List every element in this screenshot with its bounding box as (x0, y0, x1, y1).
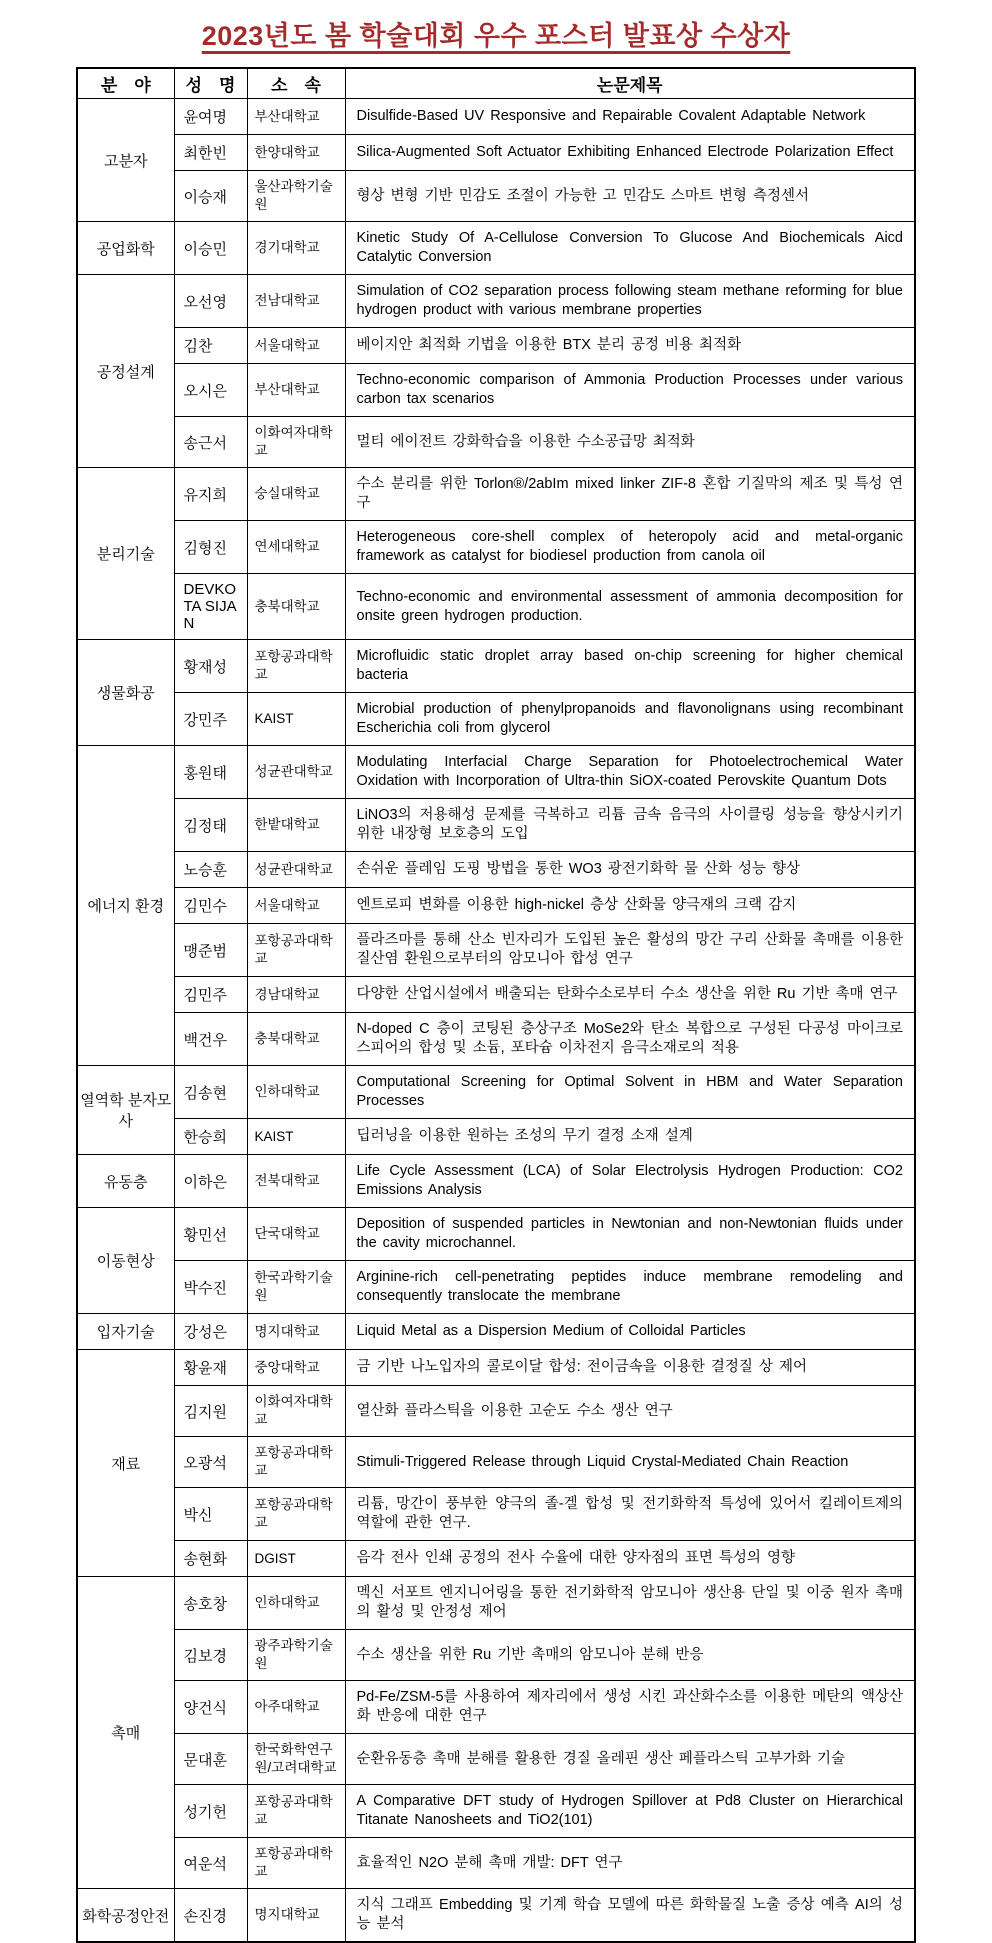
table-row (77, 799, 915, 852)
title-cell: Kinetic Study Of A-Cellulose Conversion To Glucose And Biochemicals Aicd Catalytic Conversion (345, 222, 915, 275)
title-cell: 엔트로피 변화를 이용한 high-nickel 층상 산화물 양극재의 크랙 감지 (345, 888, 915, 924)
header-field: 분 야 (77, 68, 174, 99)
title-cell: 열산화 플라스틱을 이용한 고순도 수소 생산 연구 (345, 1386, 915, 1437)
table-row (77, 1437, 915, 1488)
title-cell: Disulfide-Based UV Responsive and Repairable Covalent Adaptable Network (345, 99, 915, 135)
title-cell: 다양한 산업시설에서 배출되는 탄화수소로부터 수소 생산을 위한 Ru 기반 촉매 연구 (345, 977, 915, 1013)
title-cell: 플라즈마를 통해 산소 빈자리가 도입된 높은 활성의 망간 구리 산화물 촉매를 이용한 질산염 환원으로부터의 암모니아 합성 연구 (345, 924, 915, 977)
name-cell: DEVKOTA SIJAN (174, 574, 247, 640)
title-cell: 금 기반 나노입자의 콜로이달 합성: 전이금속을 이용한 결정질 상 제어 (345, 1350, 915, 1386)
affiliation-cell: 서울대학교 (247, 328, 345, 364)
name-cell: 이승민 (174, 222, 247, 275)
title-cell: Liquid Metal as a Dispersion Medium of Colloidal Particles (345, 1314, 915, 1350)
table-row (77, 1119, 915, 1155)
field-cell: 열역학 분자모사 (77, 1066, 174, 1155)
name-cell: 송현화 (174, 1541, 247, 1577)
name-cell: 성기헌 (174, 1785, 247, 1838)
title-cell: 지식 그래프 Embedding 및 기계 학습 모델에 따른 화학물질 노출 증상 예측 AI의 성능 분석 (345, 1889, 915, 1943)
title-cell: 베이지안 최적화 기법을 이용한 BTX 분리 공정 비용 최적화 (345, 328, 915, 364)
table-row (77, 1785, 915, 1838)
table-row (77, 1208, 915, 1261)
affiliation-cell: 포항공과대학교 (247, 1838, 345, 1889)
title-cell: 순환유동층 촉매 분해를 활용한 경질 올레핀 생산 페플라스틱 고부가화 기술 (345, 1734, 915, 1785)
title-cell: Heterogeneous core-shell complex of heteropoly acid and metal-organic framework as catalyst for biodiesel production from canola oil (345, 521, 915, 574)
field-cell: 고분자 (77, 99, 174, 222)
affiliation-cell: 성균관대학교 (247, 746, 345, 799)
affiliation-cell: KAIST (247, 693, 345, 746)
field-cell: 이동현상 (77, 1208, 174, 1314)
name-cell: 윤여명 (174, 99, 247, 135)
name-cell: 박수진 (174, 1261, 247, 1314)
name-cell: 김정태 (174, 799, 247, 852)
name-cell: 김민수 (174, 888, 247, 924)
table-row (77, 924, 915, 977)
table-row (77, 1386, 915, 1437)
table-header (77, 68, 915, 99)
affiliation-cell: 포항공과대학교 (247, 640, 345, 693)
field-cell: 유동층 (77, 1155, 174, 1208)
table-row (77, 171, 915, 222)
title-cell: Arginine-rich cell-penetrating peptides induce membrane remodeling and consequently translocate the membrane (345, 1261, 915, 1314)
name-cell: 김보경 (174, 1630, 247, 1681)
name-cell: 이하은 (174, 1155, 247, 1208)
name-cell: 노승훈 (174, 852, 247, 888)
affiliation-cell: DGIST (247, 1541, 345, 1577)
awards-table (76, 67, 916, 1943)
title-cell: 손쉬운 플레임 도핑 방법을 통한 WO3 광전기화학 물 산화 성능 향상 (345, 852, 915, 888)
affiliation-cell: 한양대학교 (247, 135, 345, 171)
table-row (77, 1350, 915, 1386)
table-row (77, 99, 915, 135)
title-cell: 멀티 에이전트 강화학습을 이용한 수소공급망 최적화 (345, 417, 915, 468)
field-cell: 에너지 환경 (77, 746, 174, 1066)
name-cell: 이승재 (174, 171, 247, 222)
affiliation-cell: 충북대학교 (247, 1013, 345, 1066)
table-row (77, 746, 915, 799)
title-cell: Simulation of CO2 separation process following steam methane reforming for blue hydrogen product with various membrane properties (345, 275, 915, 328)
name-cell: 한승희 (174, 1119, 247, 1155)
affiliation-cell: 중앙대학교 (247, 1350, 345, 1386)
table-row (77, 1541, 915, 1577)
affiliation-cell: 인하대학교 (247, 1066, 345, 1119)
table-row (77, 468, 915, 521)
name-cell: 김찬 (174, 328, 247, 364)
affiliation-cell: 이화여자대학교 (247, 417, 345, 468)
table-row (77, 364, 915, 417)
title-cell: Deposition of suspended particles in Newtonian and non-Newtonian fluids under the cavity microchannel. (345, 1208, 915, 1261)
affiliation-cell: 단국대학교 (247, 1208, 345, 1261)
title-cell: Stimuli-Triggered Release through Liquid Crystal-Mediated Chain Reaction (345, 1437, 915, 1488)
title-cell: Life Cycle Assessment (LCA) of Solar Electrolysis Hydrogen Production: CO2 Emissions Analysis (345, 1155, 915, 1208)
affiliation-cell: 인하대학교 (247, 1577, 345, 1630)
affiliation-cell: 포항공과대학교 (247, 924, 345, 977)
name-cell: 양건식 (174, 1681, 247, 1734)
name-cell: 유지희 (174, 468, 247, 521)
table-row (77, 693, 915, 746)
header-row (77, 68, 915, 99)
table-row (77, 275, 915, 328)
table-row (77, 640, 915, 693)
affiliation-cell: KAIST (247, 1119, 345, 1155)
page-title: 2023년도 봄 학술대회 우수 포스터 발표상 수상자 (201, 21, 791, 51)
table-row (77, 328, 915, 364)
name-cell: 김지원 (174, 1386, 247, 1437)
affiliation-cell: 충북대학교 (247, 574, 345, 640)
field-cell: 공업화학 (77, 222, 174, 275)
title-cell: 딥러닝을 이용한 원하는 조성의 무기 결정 소재 설계 (345, 1119, 915, 1155)
field-cell: 공정설계 (77, 275, 174, 468)
table-row (77, 1066, 915, 1119)
name-cell: 최한빈 (174, 135, 247, 171)
name-cell: 김민주 (174, 977, 247, 1013)
affiliation-cell: 한국과학기술원 (247, 1261, 345, 1314)
affiliation-cell: 전남대학교 (247, 275, 345, 328)
name-cell: 문대훈 (174, 1734, 247, 1785)
affiliation-cell: 부산대학교 (247, 364, 345, 417)
header-affiliation: 소 속 (247, 68, 345, 99)
table-row (77, 1314, 915, 1350)
affiliation-cell: 포항공과대학교 (247, 1785, 345, 1838)
table-row (77, 417, 915, 468)
header-paper-title: 논문제목 (345, 68, 915, 99)
table-row (77, 1889, 915, 1943)
affiliation-cell: 성균관대학교 (247, 852, 345, 888)
table-row (77, 1013, 915, 1066)
affiliation-cell: 한국화학연구원/고려대학교 (247, 1734, 345, 1785)
affiliation-cell: 포항공과대학교 (247, 1437, 345, 1488)
affiliation-cell: 명지대학교 (247, 1314, 345, 1350)
name-cell: 김송현 (174, 1066, 247, 1119)
name-cell: 송호창 (174, 1577, 247, 1630)
affiliation-cell: 경남대학교 (247, 977, 345, 1013)
name-cell: 황윤재 (174, 1350, 247, 1386)
title-cell: 수소 분리를 위한 Torlon®/2abIm mixed linker ZIF-8 혼합 기질막의 제조 및 특성 연구 (345, 468, 915, 521)
title-cell: N-doped C 층이 코팅된 층상구조 MoSe2와 탄소 복합으로 구성된 다공성 마이크로스피어의 합성 및 소듐, 포타슘 이차전지 음극소재로의 적용 (345, 1013, 915, 1066)
affiliation-cell: 숭실대학교 (247, 468, 345, 521)
affiliation-cell: 이화여자대학교 (247, 1386, 345, 1437)
affiliation-cell: 부산대학교 (247, 99, 345, 135)
table-row (77, 1838, 915, 1889)
name-cell: 손진경 (174, 1889, 247, 1943)
table-row (77, 977, 915, 1013)
name-cell: 여운석 (174, 1838, 247, 1889)
name-cell: 황민선 (174, 1208, 247, 1261)
field-cell: 생물화공 (77, 640, 174, 746)
title-cell: 효율적인 N2O 분해 촉매 개발: DFT 연구 (345, 1838, 915, 1889)
field-cell: 화학공정안전 (77, 1889, 174, 1943)
title-cell: Computational Screening for Optimal Solvent in HBM and Water Separation Processes (345, 1066, 915, 1119)
affiliation-cell: 연세대학교 (247, 521, 345, 574)
header-name: 성 명 (174, 68, 247, 99)
field-cell: 분리기술 (77, 468, 174, 640)
title-cell: Silica-Augmented Soft Actuator Exhibiting Enhanced Electrode Polarization Effect (345, 135, 915, 171)
affiliation-cell: 전북대학교 (247, 1155, 345, 1208)
name-cell: 박신 (174, 1488, 247, 1541)
title-cell: Techno-economic comparison of Ammonia Production Processes under various carbon tax scenarios (345, 364, 915, 417)
table-row (77, 521, 915, 574)
table-row (77, 852, 915, 888)
table-row (77, 1734, 915, 1785)
title-cell: 리튬, 망간이 풍부한 양극의 졸-겔 합성 및 전기화학적 특성에 있어서 킬레이트제의 역할에 관한 연구. (345, 1488, 915, 1541)
title-cell: Modulating Interfacial Charge Separation for Photoelectrochemical Water Oxidation with Incorporation of Ultra-thin SiOX-coated Perovskite Quantum Dots (345, 746, 915, 799)
table-row (77, 1488, 915, 1541)
title-cell: Techno-economic and environmental assessment of ammonia decomposition for onsite green hydrogen production. (345, 574, 915, 640)
name-cell: 맹준범 (174, 924, 247, 977)
table-body (77, 99, 915, 1943)
title-cell: 형상 변형 기반 민감도 조절이 가능한 고 민감도 스마트 변형 측정센서 (345, 171, 915, 222)
field-cell: 촉매 (77, 1577, 174, 1889)
name-cell: 홍원태 (174, 746, 247, 799)
affiliation-cell: 울산과학기술원 (247, 171, 345, 222)
title-cell: 음각 전사 인쇄 공정의 전사 수율에 대한 양자점의 표면 특성의 영향 (345, 1541, 915, 1577)
table-row (77, 135, 915, 171)
table-row (77, 1155, 915, 1208)
table-row (77, 222, 915, 275)
name-cell: 백건우 (174, 1013, 247, 1066)
table-row (77, 574, 915, 640)
title-cell: LiNO3의 저용해성 문제를 극복하고 리튬 금속 음극의 사이클링 성능을 향상시키기 위한 내장형 보호층의 도입 (345, 799, 915, 852)
name-cell: 김형진 (174, 521, 247, 574)
name-cell: 강민주 (174, 693, 247, 746)
affiliation-cell: 한밭대학교 (247, 799, 345, 852)
title-cell: Microbial production of phenylpropanoids and flavonolignans using recombinant Escherichia coli from glycerol (345, 693, 915, 746)
table-row (77, 1261, 915, 1314)
title-cell: 멕신 서포트 엔지니어링을 통한 전기화학적 암모니아 생산용 단일 및 이중 원자 촉매의 활성 및 안정성 제어 (345, 1577, 915, 1630)
affiliation-cell: 아주대학교 (247, 1681, 345, 1734)
name-cell: 오광석 (174, 1437, 247, 1488)
name-cell: 황재성 (174, 640, 247, 693)
table-row (77, 1630, 915, 1681)
name-cell: 송근서 (174, 417, 247, 468)
affiliation-cell: 경기대학교 (247, 222, 345, 275)
affiliation-cell: 포항공과대학교 (247, 1488, 345, 1541)
table-row (77, 1681, 915, 1734)
field-cell: 입자기술 (77, 1314, 174, 1350)
title-cell: Microfluidic static droplet array based on-chip screening for higher chemical bacteria (345, 640, 915, 693)
affiliation-cell: 서울대학교 (247, 888, 345, 924)
name-cell: 강성은 (174, 1314, 247, 1350)
affiliation-cell: 광주과학기술원 (247, 1630, 345, 1681)
affiliation-cell: 명지대학교 (247, 1889, 345, 1943)
field-cell: 재료 (77, 1350, 174, 1577)
name-cell: 오시은 (174, 364, 247, 417)
table-row (77, 888, 915, 924)
table-row (77, 1577, 915, 1630)
title-cell: Pd-Fe/ZSM-5를 사용하여 제자리에서 생성 시킨 과산화수소를 이용한 메탄의 액상산화 반응에 대한 연구 (345, 1681, 915, 1734)
title-cell: A Comparative DFT study of Hydrogen Spillover at Pd8 Cluster on Hierarchical Titanate Nanosheets and TiO2(101) (345, 1785, 915, 1838)
title-cell: 수소 생산을 위한 Ru 기반 촉매의 암모니아 분해 반응 (345, 1630, 915, 1681)
name-cell: 오선영 (174, 275, 247, 328)
